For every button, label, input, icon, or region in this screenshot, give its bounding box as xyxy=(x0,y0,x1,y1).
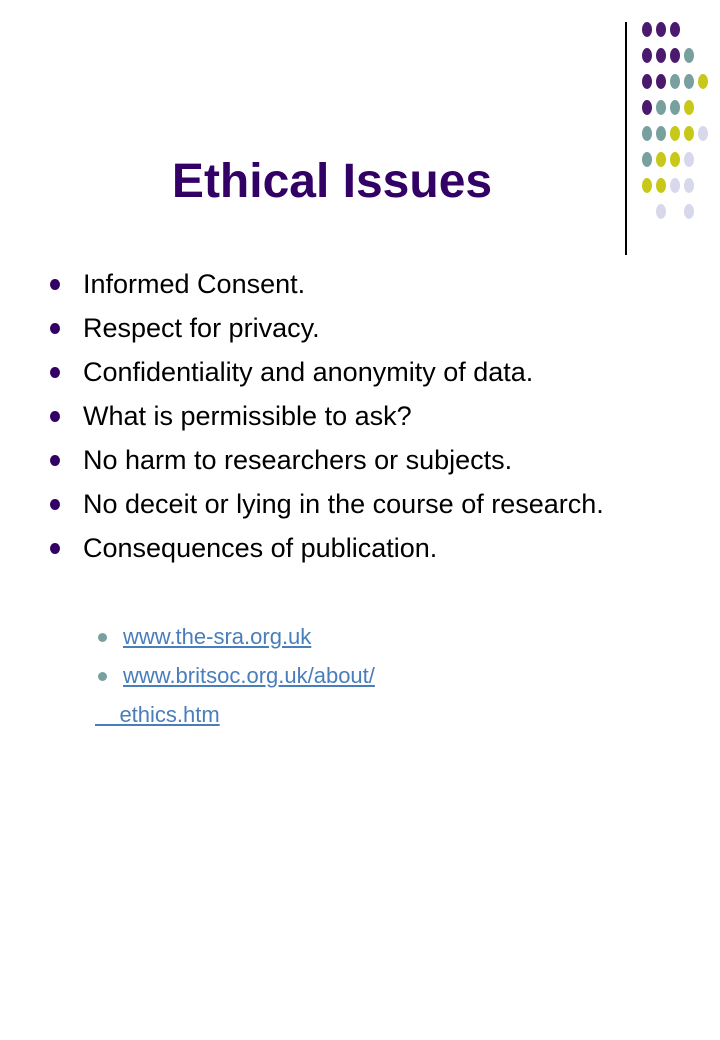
britsoc-link-continuation[interactable]: ethics.htm xyxy=(95,702,220,727)
link-list xyxy=(98,624,678,650)
decorative-dot xyxy=(684,126,694,141)
bullet-item: No deceit or lying in the course of research. xyxy=(50,488,643,520)
vertical-divider xyxy=(625,22,627,255)
bullet-list xyxy=(50,268,690,576)
decorative-dot xyxy=(670,178,680,193)
decorative-dot xyxy=(684,48,694,63)
decorative-dot xyxy=(670,126,680,141)
decorative-dot-grid xyxy=(0,0,720,260)
decorative-dot xyxy=(684,74,694,89)
bullet-item: No harm to researchers or subjects. xyxy=(50,444,690,476)
bullet-item: Confidentiality and anonymity of data. xyxy=(50,356,690,388)
bullet-item: Respect for privacy. xyxy=(50,312,690,344)
decorative-dot xyxy=(684,100,694,115)
decorative-dot xyxy=(670,100,680,115)
bullet-item: Consequences of publication. xyxy=(50,532,690,564)
decorative-dot xyxy=(698,126,708,141)
decorative-dot xyxy=(656,22,666,37)
decorative-dot xyxy=(670,22,680,37)
sra-link[interactable]: www.the-sra.org.uk xyxy=(123,624,312,649)
decorative-dot xyxy=(698,74,708,89)
decorative-dot xyxy=(642,22,652,37)
decorative-dot xyxy=(642,74,652,89)
decorative-dot xyxy=(656,48,666,63)
decorative-dot xyxy=(656,74,666,89)
link-item xyxy=(98,663,678,689)
decorative-dot xyxy=(670,74,680,89)
decorative-dot xyxy=(670,152,680,167)
bullet-item: Informed Consent. xyxy=(50,268,690,300)
bullet-item: What is permissible to ask? xyxy=(50,400,690,432)
decorative-dot xyxy=(656,126,666,141)
link-list xyxy=(98,663,678,689)
decorative-dot xyxy=(642,126,652,141)
decorative-dot xyxy=(642,100,652,115)
decorative-dot xyxy=(670,48,680,63)
link-continuation xyxy=(95,702,220,728)
slide-title: Ethical Issues xyxy=(171,155,493,208)
decorative-dot xyxy=(656,100,666,115)
link-item xyxy=(98,624,678,650)
decorative-dot xyxy=(684,204,694,219)
decorative-dot xyxy=(684,178,694,193)
decorative-dot xyxy=(642,48,652,63)
britsoc-link[interactable]: www.britsoc.org.uk/about/ xyxy=(123,663,375,688)
decorative-dot xyxy=(684,152,694,167)
